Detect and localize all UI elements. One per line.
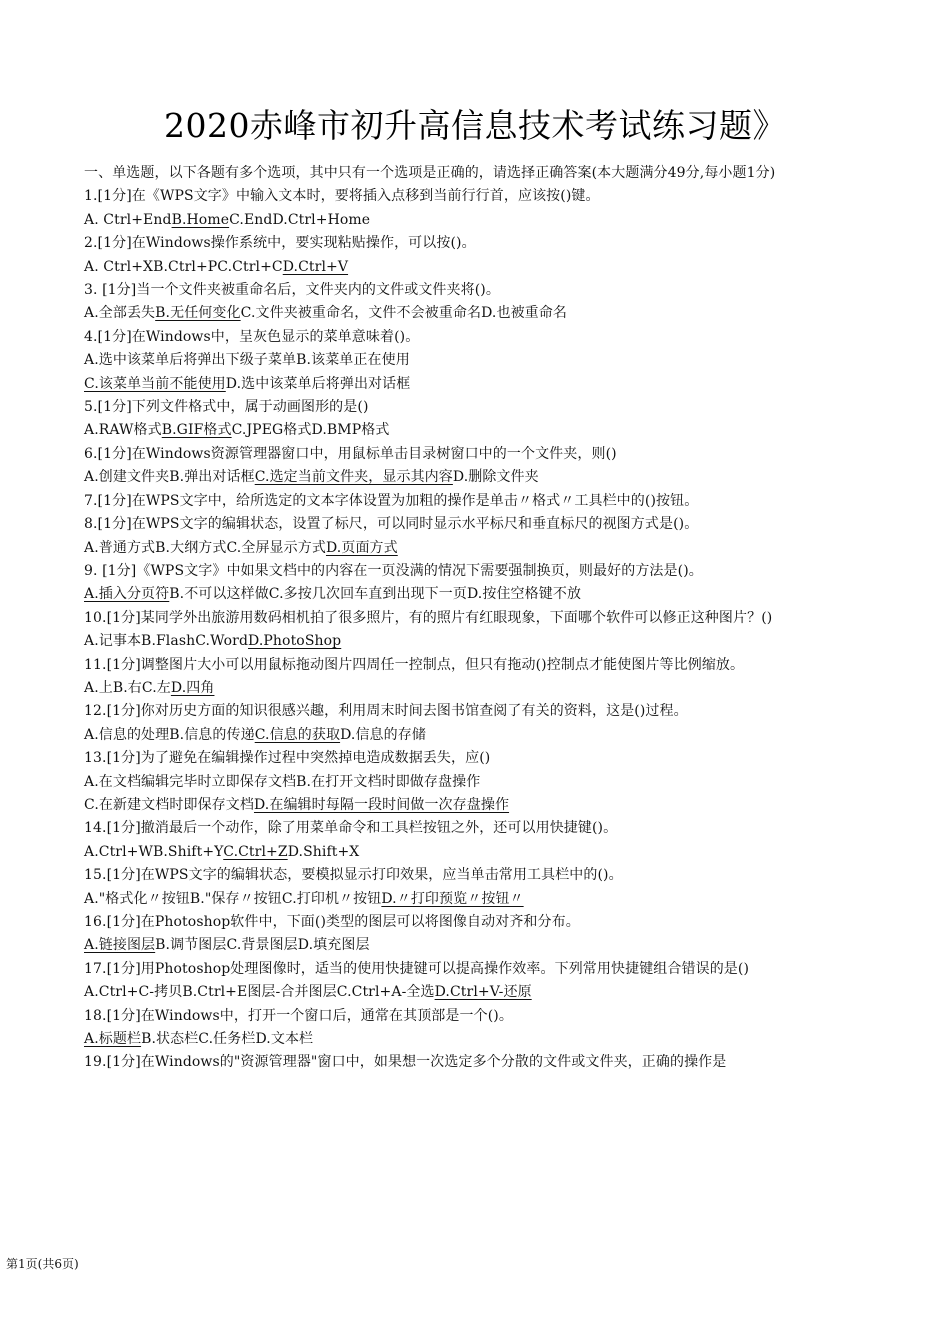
text-line [84,700,864,723]
answer-highlight: D.Ctrl+V [282,258,349,275]
question-list [84,162,864,1075]
text-segment: C.EndD.Ctrl+Home [229,211,371,228]
document-title: 2020赤峰市初升高信息技术考试练习题》 [164,106,786,145]
text-segment: A.上B.右C.左 [84,679,171,696]
text-segment: 4.[1分]在Windows中，呈灰色显示的菜单意味着()。 [84,328,420,345]
text-line [84,864,864,887]
text-line [84,771,864,794]
text-segment: 17.[1分]用Photoshop处理图像时，适当的使用快捷键可以提高操作效率。下列常用快捷键组合错误的是() [84,960,750,977]
text-segment: A.普通方式B.大纲方式C.全屏显示方式 [84,539,326,556]
text-line [84,396,864,419]
text-segment: A.信息的处理B.信息的传递 [84,726,255,743]
text-segment: 5.[1分]下列文件格式中，属于动画图形的是() [84,399,369,416]
answer-highlight: B.GIF格式 [161,422,232,439]
text-segment: A.全部丢失 [84,305,156,322]
text-line [84,1005,864,1028]
text-segment: 6.[1分]在Windows资源管理器窗口中，用鼠标单击目录树窗口中的一个文件夹，则() [84,445,617,462]
text-line [84,654,864,677]
text-line [84,583,864,606]
text-segment: 9. [1分]《WPS文字》中如果文档中的内容在一页没满的情况下需要强制换页，则最好的方法是()。 [84,562,703,579]
text-line [84,724,864,747]
answer-highlight: C.该菜单当前不能使用 [84,375,226,392]
text-line [84,958,864,981]
text-line [84,326,864,349]
text-line [84,232,864,255]
text-line [84,185,864,208]
answer-highlight: C.Ctrl+Z [223,843,288,860]
text-segment: 13.[1分]为了避免在编辑操作过程中突然掉电造成数据丢失，应() [84,750,491,767]
text-segment: A.Ctrl+WB.Shift+Y [84,843,224,860]
answer-highlight: B.Home [171,211,230,228]
text-line [84,841,864,864]
text-line [84,607,864,630]
text-segment: 8.[1分]在WPS文字的编辑状态，设置了标尺，可以同时显示水平标尺和垂直标尺的视图方式是()。 [84,516,699,533]
text-segment: 16.[1分]在Photoshop软件中，下面()类型的图层可以将图像自动对齐和分布。 [84,914,580,930]
answer-highlight: A.标题栏 [84,1031,142,1048]
answer-highlight: D.在编辑时每隔一段时间做一次存盘操作 [253,796,510,813]
answer-highlight: D.〃打印预览〃按钮〃 [381,890,524,907]
text-line [84,794,864,817]
text-segment: 18.[1分]在Windows中，打开一个窗口后，通常在其顶部是一个()。 [84,1007,513,1024]
text-line [84,209,864,232]
text-line [84,302,864,325]
text-segment: C.在新建文档时即保存文档 [84,796,254,813]
answer-highlight: C.选定当前文件夹，显示其内容 [254,469,453,486]
text-line [84,747,864,770]
answer-highlight: C.信息的获取 [254,726,341,743]
text-segment: 14.[1分]撤消最后一个动作，除了用菜单命令和工具栏按钮之外，还可以用快捷键()。 [84,820,618,837]
text-segment: 12.[1分]你对历史方面的知识很感兴趣，利用周末时间去图书馆查阅了有关的资料，这是()过程。 [84,703,688,720]
text-segment: D.Shift+X [287,843,360,860]
text-line [84,537,864,560]
text-segment: A.Ctrl+C-拷贝B.Ctrl+E图层-合并图层C.Ctrl+A-全选 [84,984,435,1001]
answer-highlight: D.四角 [170,679,215,696]
answer-highlight: B.无任何变化 [155,305,241,322]
text-segment: D.信息的存储 [340,726,426,743]
text-line [84,817,864,840]
text-segment: B.不可以这样做C.多按几次回车直到出现下一页D.按住空格键不放 [169,586,582,603]
text-line [84,466,864,489]
text-segment: 3. [1分]当一个文件夹被重命名后，文件夹内的文件或文件夹将()。 [84,282,500,299]
text-segment: C.JPEG格式D.BMP格式 [231,422,390,439]
text-line [84,934,864,957]
answer-highlight: D.Ctrl+V-还原 [434,984,532,1001]
text-segment: 11.[1分]调整图片大小可以用鼠标拖动图片四周任一控制点，但只有拖动()控制点才能使图片等比例缩放。 [84,656,745,673]
text-segment: 2.[1分]在Windows操作系统中，要实现粘贴操作，可以按()。 [84,235,476,252]
text-segment: A.在文档编辑完毕时立即保存文档B.在打开文档时即做存盘操作 [84,773,481,790]
text-line [84,560,864,583]
text-segment: B.状态栏C.任务栏D.文本栏 [141,1031,314,1048]
text-segment: B.调节图层C.背景图层D.填充图层 [155,937,370,954]
text-line [84,513,864,536]
text-line [84,349,864,372]
text-segment: A.创建文件夹B.弹出对话框 [84,469,255,486]
text-segment: A."格式化〃按钮B."保存〃按钮C.打印机〃按钮 [84,890,382,907]
text-segment: 19.[1分]在Windows的"资源管理器"窗口中，如果想一次选定多个分散的文件或文件夹，正确的操作是 [84,1054,727,1071]
text-segment: 10.[1分]某同学外出旅游用数码相机拍了很多照片，有的照片有红眼现象，下面哪个软件可以修正这种图片？() [84,609,773,626]
text-segment: C.文件夹被重命名，文件不会被重命名D.也被重命名 [240,305,567,322]
text-line [84,373,864,396]
text-line [84,911,864,934]
text-line [84,443,864,466]
text-line [84,1051,864,1074]
text-line [84,677,864,700]
answer-highlight: A.链接图层 [84,937,156,954]
answer-highlight: A.插入分页符 [84,586,170,603]
text-line [84,279,864,302]
text-segment: A.选中该菜单后将弹出下级子菜单B.该菜单正在使用 [84,352,410,369]
text-segment: A.记事本B.FlashC.Word [84,633,249,650]
text-line [84,490,864,513]
text-line [84,888,864,911]
text-segment: A. Ctrl+End [84,211,172,228]
answer-highlight: D.PhotoShop [248,633,342,650]
page-footer: 第1页(共6页) [6,1257,79,1271]
text-segment: 7.[1分]在WPS文字中，给所选定的文本字体设置为加粗的操作是单击〃格式〃工具栏中的()按钮。 [84,492,699,509]
text-segment: A.RAW格式 [84,422,162,439]
text-line [84,981,864,1004]
text-line [84,419,864,442]
text-segment: D.删除文件夹 [452,469,539,486]
text-segment: 15.[1分]在WPS文字的编辑状态，要模拟显示打印效果，应当单击常用工具栏中的()。 [84,867,623,884]
text-segment: D.选中该菜单后将弹出对话框 [225,375,411,392]
text-line [84,256,864,279]
text-line [84,1028,864,1051]
text-segment: 1.[1分]在《WPS文字》中输入文本时，要将插入点移到当前行行首，应该按()键。 [84,188,600,205]
text-line [84,630,864,653]
answer-highlight: D.页面方式 [325,539,398,556]
section-intro: 一、单选题，以下各题有多个选项，其中只有一个选项是正确的，请选择正确答案(本大题满分49分,每小题1分) [84,165,776,181]
text-segment: A. Ctrl+XB.Ctrl+PC.Ctrl+C [84,258,283,275]
